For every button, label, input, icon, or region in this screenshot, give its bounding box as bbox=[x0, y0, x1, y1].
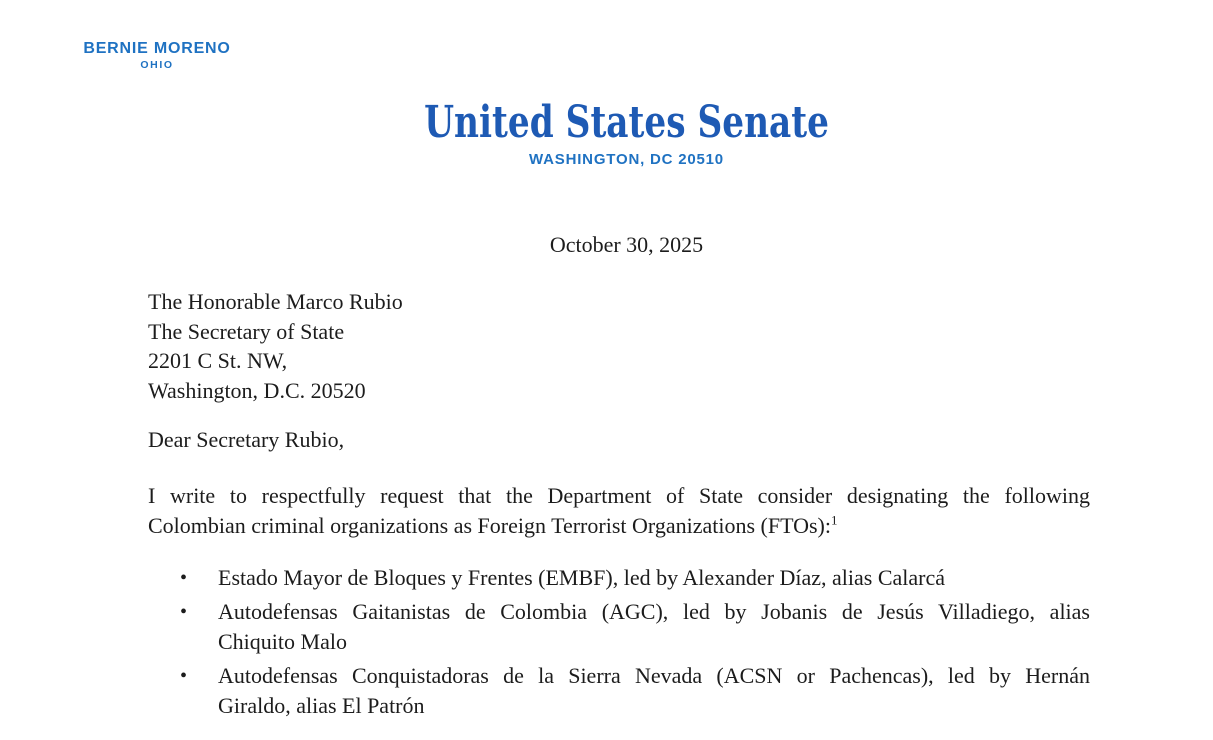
bullet-line: Chiquito Malo bbox=[218, 629, 347, 654]
body-line-text: Colombian criminal organizations as Foreign Terrorist Organizations (FTOs): bbox=[148, 512, 831, 538]
sender-state: OHIO bbox=[140, 59, 174, 71]
recipient-line: The Secretary of State bbox=[148, 318, 345, 344]
letter-date: October 30, 2025 bbox=[549, 232, 704, 257]
letterhead-address: WASHINGTON, DC 20510 bbox=[529, 151, 724, 168]
recipient-line: Washington, D.C. 20520 bbox=[148, 377, 366, 403]
bullet-icon: • bbox=[180, 665, 188, 687]
body-line: I write to respectfully request that the Department of State consider designating the following bbox=[148, 483, 1090, 508]
bullet-text bbox=[218, 661, 1090, 721]
sender-name: BERNIE MORENO bbox=[83, 40, 231, 57]
body-paragraph bbox=[148, 481, 1090, 540]
letterhead-title: United States Senate bbox=[424, 97, 829, 148]
bullet-line: Autodefensas Conquistadoras de la Sierra Nevada (ACSN or Pachencas), led by Hernán bbox=[218, 663, 1090, 688]
list-item bbox=[148, 563, 1090, 593]
bullet-text bbox=[218, 597, 1090, 657]
fto-bullet-list bbox=[148, 563, 1090, 725]
list-item bbox=[148, 597, 1090, 657]
bullet-line: Autodefensas Gaitanistas de Colombia (AGC), led by Jobanis de Jesús Villadiego, alias bbox=[218, 599, 1090, 624]
recipient-block bbox=[148, 287, 403, 405]
sender-block bbox=[83, 40, 231, 71]
list-item bbox=[148, 661, 1090, 721]
recipient-line: The Honorable Marco Rubio bbox=[148, 289, 403, 314]
bullet-line: Giraldo, alias El Patrón bbox=[218, 693, 425, 718]
letterhead bbox=[40, 98, 1213, 168]
bullet-text bbox=[218, 563, 1090, 593]
body-line bbox=[148, 511, 1090, 541]
recipient-line: 2201 C St. NW, bbox=[148, 348, 288, 373]
bullet-icon: • bbox=[180, 567, 188, 589]
salutation: Dear Secretary Rubio, bbox=[148, 427, 345, 452]
bullet-line: Estado Mayor de Bloques y Frentes (EMBF), led by Alexander Díaz, alias Calarcá bbox=[218, 565, 946, 590]
footnote-marker: 1 bbox=[831, 512, 838, 528]
bullet-icon: • bbox=[180, 601, 188, 623]
